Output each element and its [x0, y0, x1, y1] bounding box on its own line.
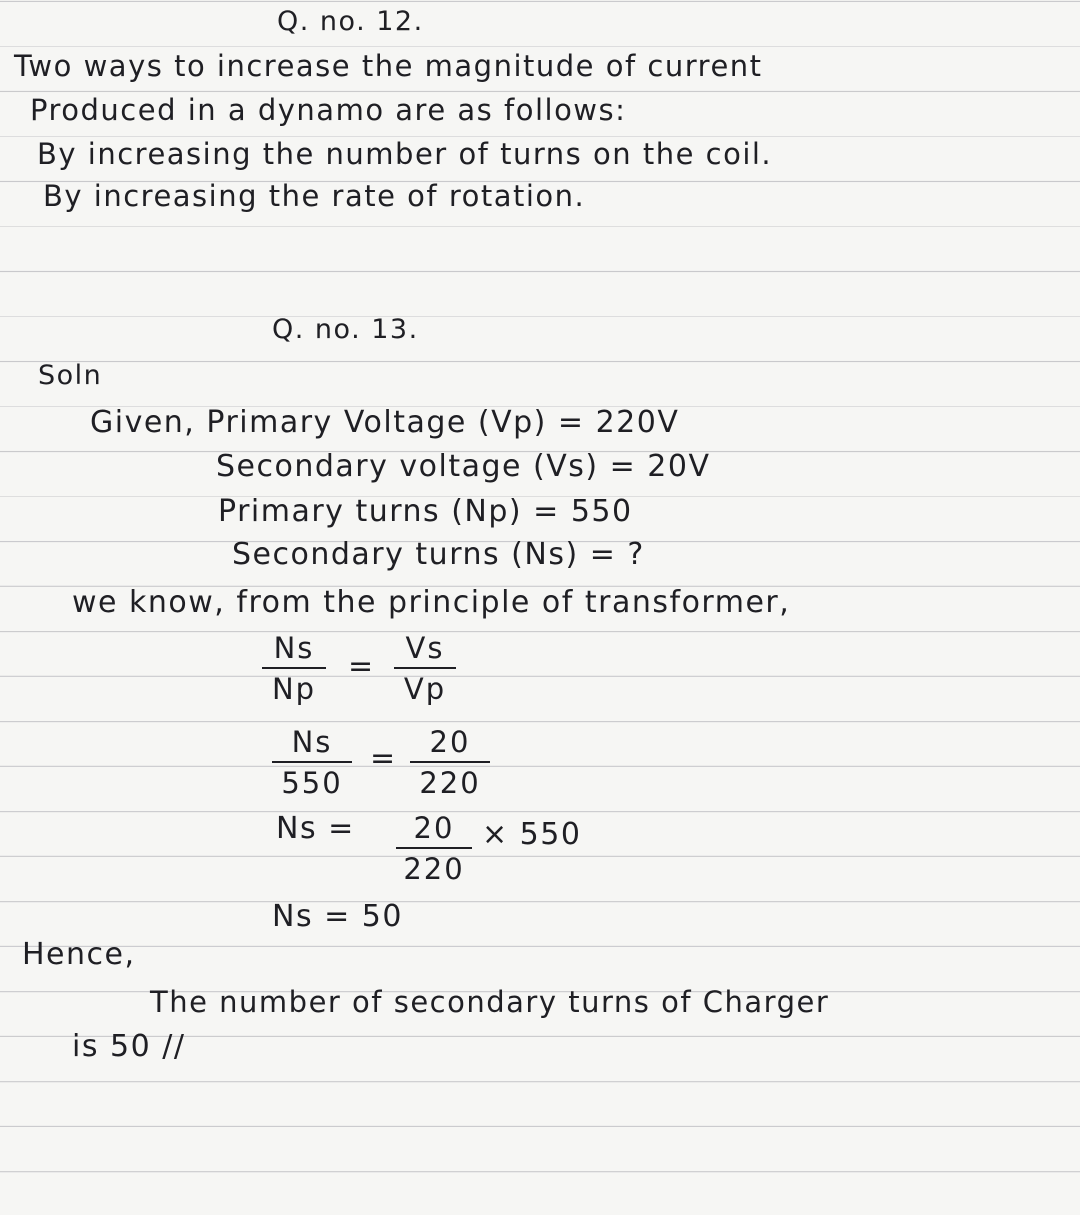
- eq2-right-denominator: 220: [419, 766, 481, 800]
- eq1-equals: =: [348, 649, 375, 684]
- eq1-left-denominator: Np: [271, 672, 317, 706]
- soln-label: Soln: [38, 360, 103, 391]
- eq1-left-numerator: Ns: [273, 631, 315, 665]
- eq3-multiplier: × 550: [482, 817, 582, 852]
- q12-point1: By increasing the number of turns on the coil.: [37, 137, 773, 171]
- fraction-bar: [262, 667, 326, 669]
- eq2-right-fraction: [410, 725, 490, 800]
- given-primary-voltage: Given, Primary Voltage (Vp) = 220V: [90, 405, 680, 440]
- principle-statement: we know, from the principle of transformer,: [72, 585, 791, 620]
- q12-line1: Two ways to increase the magnitude of current: [14, 49, 763, 83]
- fraction-bar: [272, 761, 352, 763]
- conclusion-line1: The number of secondary turns of Charger: [150, 985, 830, 1019]
- fraction-bar: [394, 667, 456, 669]
- eq1-right-numerator: Vs: [405, 631, 445, 665]
- eq1-right-fraction: [394, 631, 456, 706]
- given-primary-turns: Primary turns (Np) = 550: [218, 494, 633, 529]
- fraction-bar: [410, 761, 490, 763]
- q12-line2: Produced in a dynamo are as follows:: [30, 93, 627, 127]
- eq2-left-fraction: [272, 725, 352, 800]
- hence-label: Hence,: [22, 937, 136, 972]
- eq3-fraction: [396, 811, 472, 886]
- eq2-equals: =: [370, 741, 397, 776]
- eq2-left-denominator: 550: [281, 766, 343, 800]
- conclusion-line2: is 50 //: [72, 1029, 186, 1064]
- eq3-numerator: 20: [413, 811, 455, 845]
- eq2-left-numerator: Ns: [291, 725, 333, 759]
- given-secondary-voltage: Secondary voltage (Vs) = 20V: [216, 449, 711, 484]
- eq3-lhs: Ns =: [276, 811, 355, 846]
- fraction-bar: [396, 847, 472, 849]
- eq4-result: Ns = 50: [272, 899, 403, 934]
- eq1-left-fraction: [262, 631, 326, 706]
- eq1-right-denominator: Vp: [403, 672, 447, 706]
- q12-point2: By increasing the rate of rotation.: [43, 179, 586, 213]
- q13-heading: Q. no. 13.: [272, 314, 419, 345]
- eq2-right-numerator: 20: [429, 725, 471, 759]
- eq3-denominator: 220: [403, 852, 465, 886]
- given-secondary-turns: Secondary turns (Ns) = ?: [232, 537, 645, 572]
- q12-heading: Q. no. 12.: [277, 6, 424, 37]
